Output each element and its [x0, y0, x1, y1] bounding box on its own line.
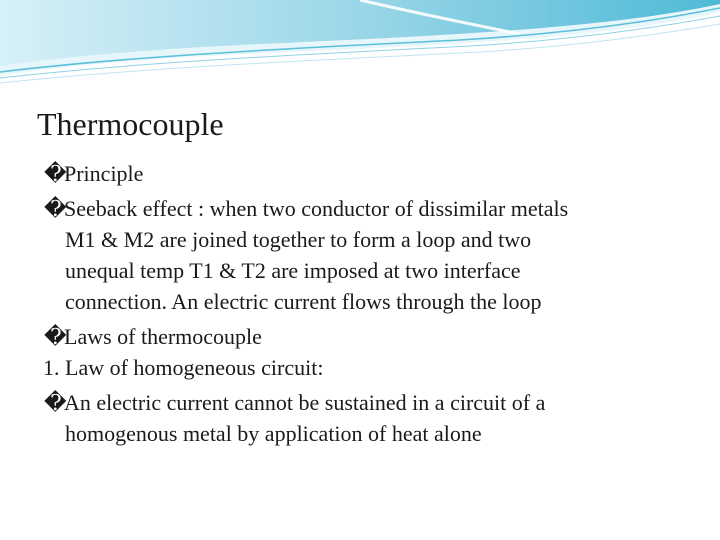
seeback-line-3: unequal temp T1 & T2 are imposed at two interface: [65, 258, 521, 283]
seeback-line-1: Seeback effect : when two conductor of dissimilar metals: [64, 196, 569, 221]
bullet-glyph: �: [44, 390, 67, 415]
bullet-principle-text: Principle: [64, 161, 144, 186]
bullet-laws: [44, 321, 714, 352]
seeback-line-4: connection. An electric current flows through the loop: [65, 289, 542, 314]
bullet-glyph: �: [44, 161, 67, 186]
law1-desc-line-1: An electric current cannot be sustained in a circuit of a: [64, 390, 546, 415]
numbered-law-1: 1. Law of homogeneous circuit:: [43, 355, 324, 380]
bullet-principle: [44, 158, 714, 189]
seeback-line-2: M1 & M2 are joined together to form a loop and two: [65, 227, 532, 252]
slide-content: [44, 156, 714, 449]
bullet-seeback: [44, 193, 714, 317]
bullet-glyph: �: [44, 324, 67, 349]
slide-title: Thermocouple: [37, 106, 224, 142]
bullet-law1-description: [44, 387, 714, 449]
law1-desc-line-2: homogenous metal by application of heat alone: [65, 421, 482, 446]
bullet-glyph: �: [44, 196, 67, 221]
bullet-laws-text: Laws of thermocouple: [64, 324, 262, 349]
header-wave-decoration: [0, 0, 720, 90]
